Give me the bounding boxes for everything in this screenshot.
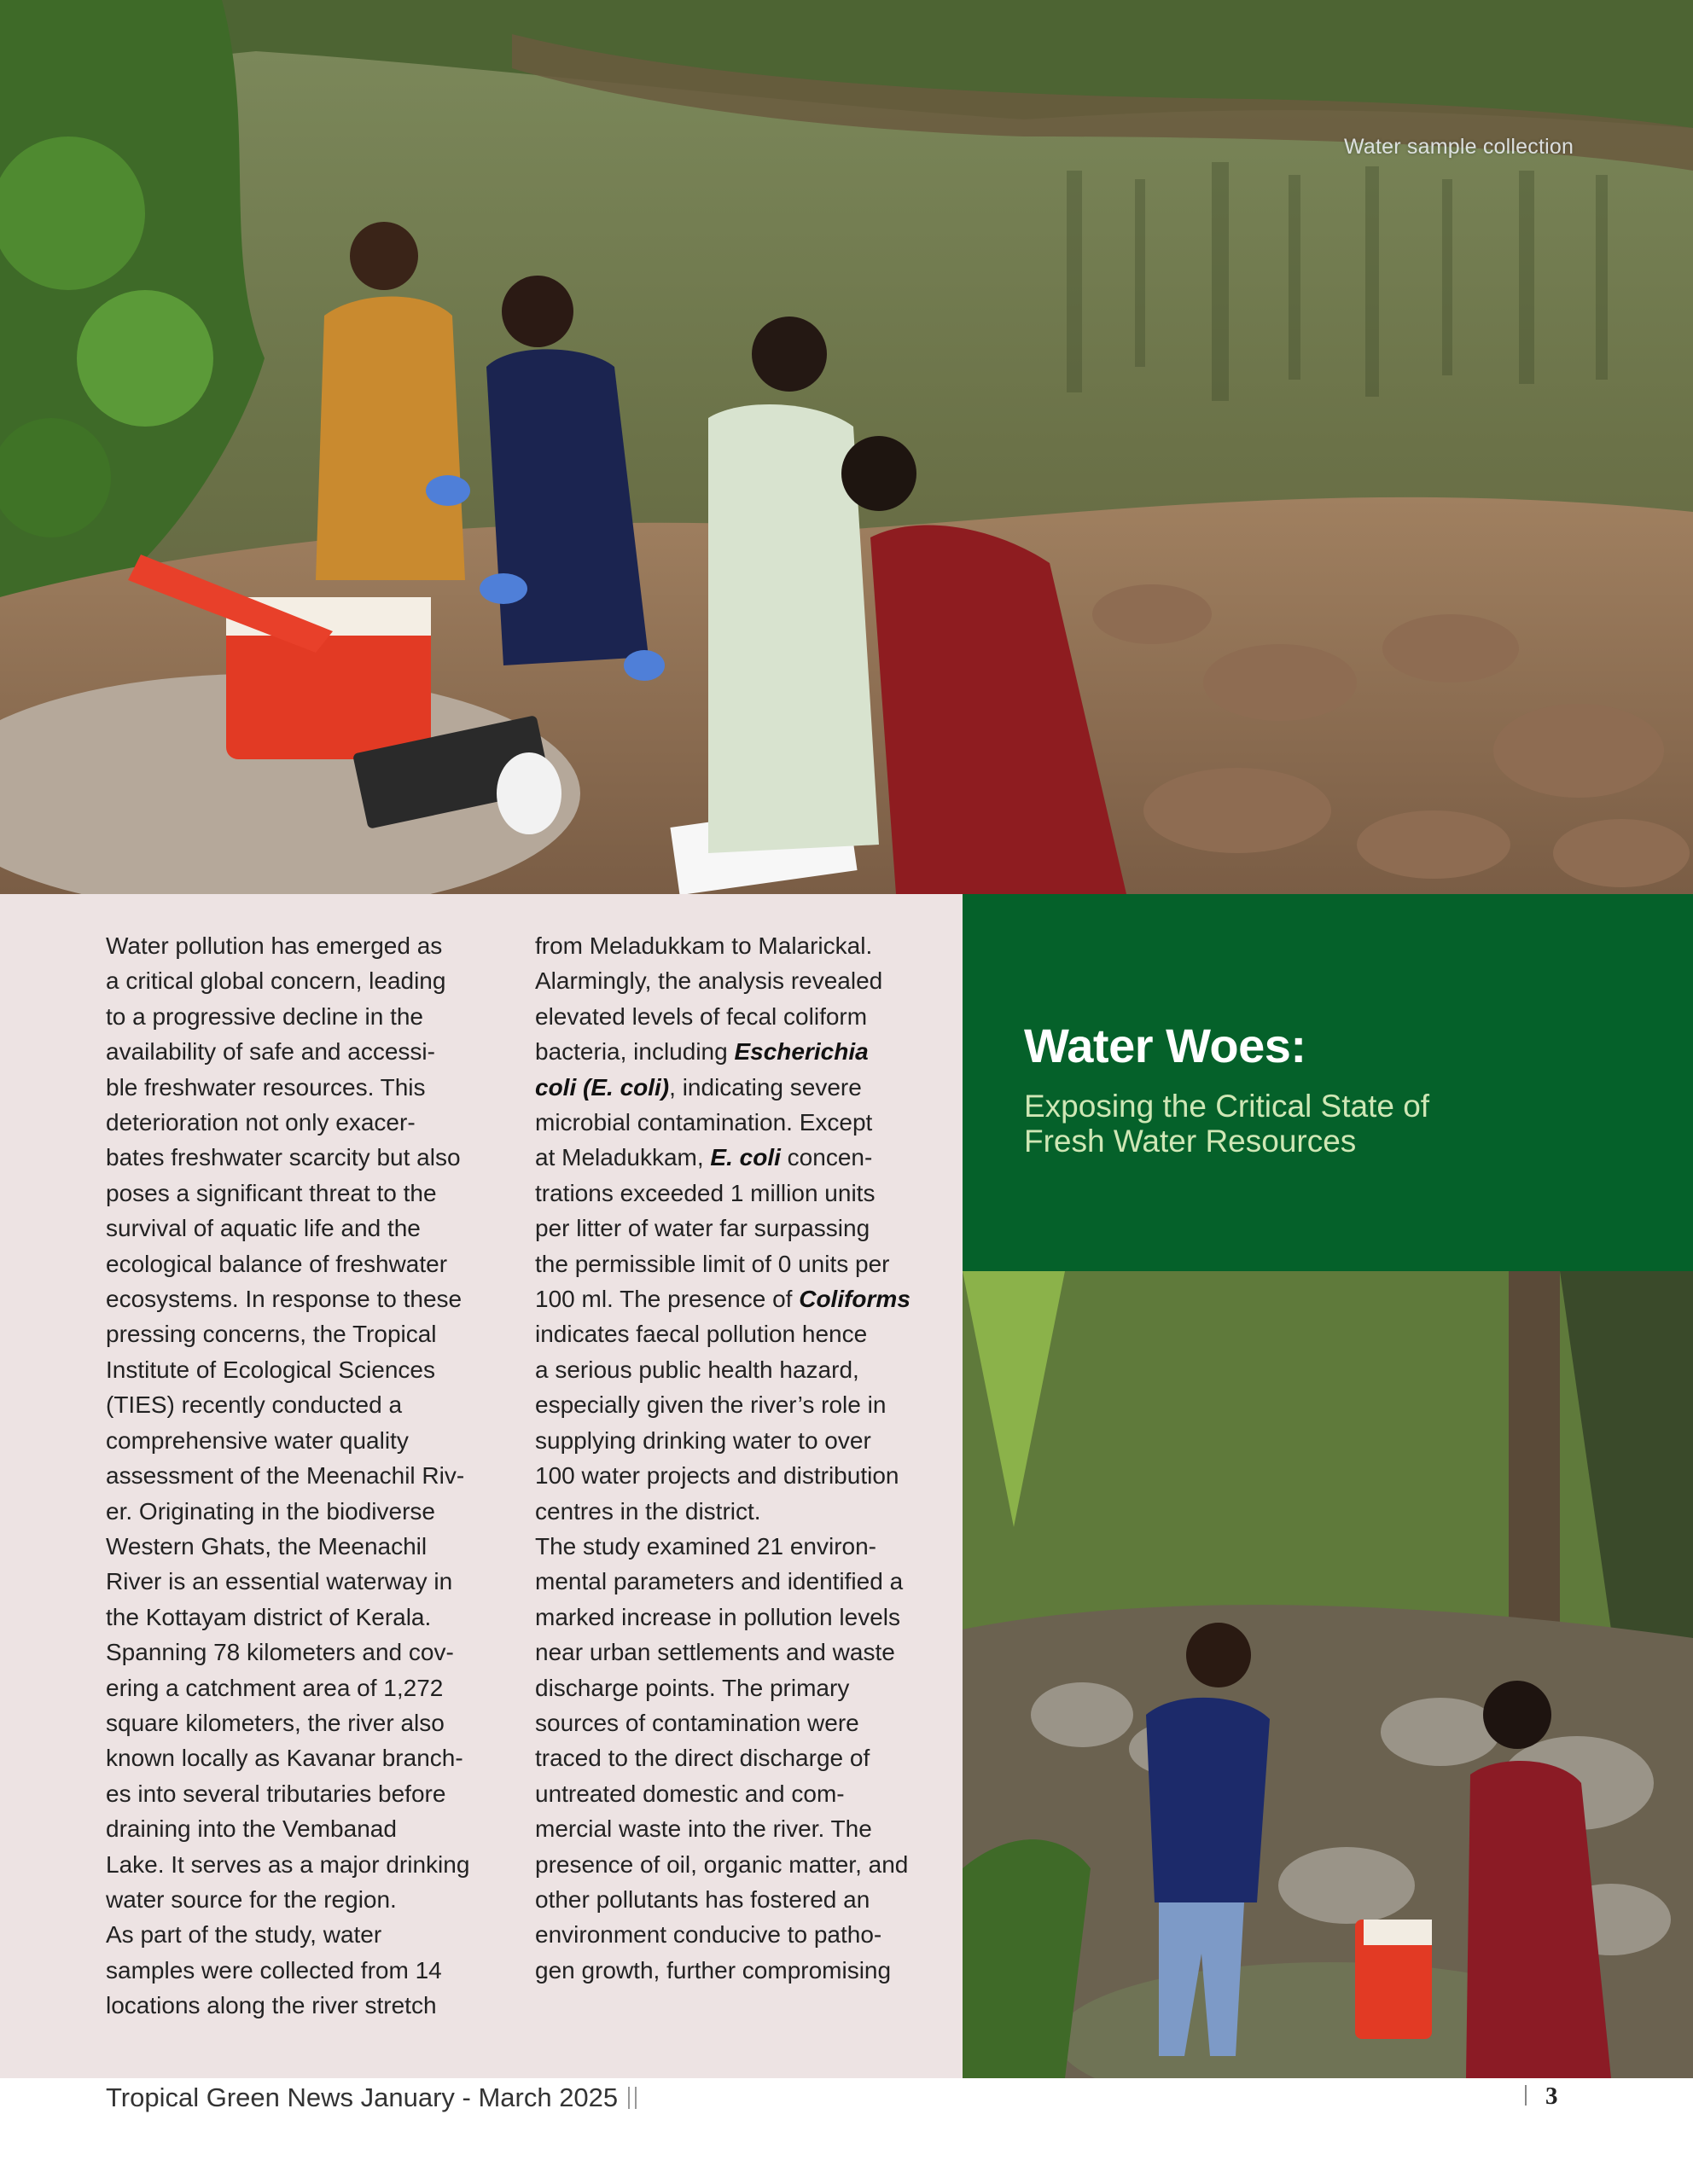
text-line: ble freshwater resources. This <box>106 1073 426 1101</box>
text-line: supplying drinking water to over <box>535 1426 871 1454</box>
footer-divider <box>628 2087 637 2109</box>
text-line: assessment of the Meenachil Riv- <box>106 1462 465 1490</box>
text-line: The study examined 21 environ- <box>535 1532 876 1560</box>
text-line <box>535 1281 929 1316</box>
text-line: locations along the river stretch <box>106 1992 437 2019</box>
species-name-emphasis: Coliforms <box>799 1286 910 1313</box>
text-line: sources of contamination were <box>535 1709 859 1736</box>
text-line: the permissible limit of 0 units per <box>535 1250 890 1277</box>
species-name-emphasis: Escherichia <box>734 1038 869 1066</box>
text-line: elevated levels of fecal coliform <box>535 1002 868 1030</box>
text-run: concen- <box>780 1144 873 1171</box>
text-line: Alarmingly, the analysis revealed <box>535 967 883 995</box>
text-line: trations exceeded 1 million units <box>535 1179 876 1206</box>
text-line: gen growth, further compromising <box>535 1956 892 1984</box>
article-title: Water Woes: <box>1024 1019 1306 1072</box>
text-line: a critical global concern, leading <box>106 967 446 995</box>
text-line: traced to the direct discharge of <box>535 1745 870 1772</box>
text-line: mental parameters and identified a <box>535 1568 904 1595</box>
stream-photo-illustration <box>963 1271 1693 2078</box>
text-line: a serious public health hazard, <box>535 1356 859 1383</box>
text-line: marked increase in pollution levels <box>535 1603 900 1630</box>
text-line: bates freshwater scarcity but also <box>106 1144 461 1171</box>
publication-name: Tropical Green News January - March 2025 <box>106 2082 619 2112</box>
text-line: Water pollution has emerged as <box>106 932 443 959</box>
article-column-1 <box>106 928 515 2024</box>
text-line: to a progressive decline in the <box>106 1002 423 1030</box>
species-name-emphasis: coli (E. coli) <box>535 1073 670 1101</box>
text-line: ecosystems. In response to these <box>106 1286 463 1313</box>
page-number: 3 <box>1545 2082 1558 2110</box>
text-line: known locally as Kavanar branch- <box>106 1745 463 1772</box>
text-line: mercial waste into the river. The <box>535 1815 872 1843</box>
text-line: er. Originating in the biodiverse <box>106 1497 435 1525</box>
text-line: near urban settlements and waste <box>535 1639 895 1666</box>
column-2-paragraph-1 <box>535 928 929 1529</box>
text-run: bacteria, including <box>535 1038 735 1066</box>
text-line: water source for the region. <box>106 1885 397 1913</box>
photo-caption: Water sample collection <box>1344 135 1574 159</box>
text-line: ecological balance of freshwater <box>106 1250 448 1277</box>
text-line: microbial contamination. Except <box>535 1109 873 1136</box>
text-line: survival of aquatic life and the <box>106 1215 421 1242</box>
column-2-paragraph-2 <box>535 1529 929 1988</box>
article-column-2 <box>535 928 929 1988</box>
text-line: indicates faecal pollution hence <box>535 1321 868 1348</box>
subtitle-line: Fresh Water Resources <box>1024 1124 1357 1159</box>
text-line: presence of oil, organic matter, and <box>535 1850 909 1878</box>
text-line: As part of the study, water <box>106 1921 382 1949</box>
stream-sampling-photo <box>963 1271 1693 2078</box>
hero-photo <box>0 0 1693 894</box>
text-line: pressing concerns, the Tropical <box>106 1321 437 1348</box>
text-line: comprehensive water quality <box>106 1426 409 1454</box>
footer-divider <box>1525 2085 1527 2106</box>
subtitle-line: Exposing the Critical State of <box>1024 1089 1430 1124</box>
text-line: the Kottayam district of Kerala. <box>106 1603 432 1630</box>
text-line: per litter of water far surpassing <box>535 1215 870 1242</box>
text-line: environment conducive to patho- <box>535 1921 882 1949</box>
article-subtitle <box>1024 1089 1553 1159</box>
text-line: from Meladukkam to Malarickal. <box>535 932 873 959</box>
text-line: Institute of Ecological Sciences <box>106 1356 435 1383</box>
text-line: untreated domestic and com- <box>535 1780 845 1807</box>
text-run: , indicating severe <box>669 1073 862 1101</box>
text-line: discharge points. The primary <box>535 1674 850 1701</box>
text-line: 100 water projects and distribution <box>535 1462 899 1490</box>
column-1-paragraph-1 <box>106 928 515 1917</box>
text-line: poses a significant threat to the <box>106 1179 437 1206</box>
text-line: Western Ghats, the Meenachil <box>106 1532 428 1560</box>
text-line: Lake. It serves as a major drinking <box>106 1850 470 1878</box>
text-line: centres in the district. <box>535 1497 761 1525</box>
text-run: 100 ml. The presence of <box>535 1286 800 1313</box>
text-line: draining into the Vembanad <box>106 1815 397 1843</box>
text-line: (TIES) recently conducted a <box>106 1391 403 1419</box>
text-line: River is an essential waterway in <box>106 1568 453 1595</box>
text-line: samples were collected from 14 <box>106 1956 442 1984</box>
text-line: other pollutants has fostered an <box>535 1885 870 1913</box>
text-line: ering a catchment area of 1,272 <box>106 1674 444 1701</box>
text-line: availability of safe and accessi- <box>106 1038 435 1066</box>
text-line: square kilometers, the river also <box>106 1709 445 1736</box>
text-line <box>535 1070 929 1105</box>
text-line <box>535 1034 929 1069</box>
text-line: deterioration not only exacer- <box>106 1109 416 1136</box>
text-run: at Meladukkam, <box>535 1144 711 1171</box>
text-line: es into several tributaries before <box>106 1780 446 1807</box>
column-1-paragraph-2 <box>106 1917 515 2023</box>
species-name-emphasis: E. coli <box>710 1144 781 1171</box>
title-box <box>963 894 1693 1271</box>
text-line: especially given the river’s role in <box>535 1391 887 1419</box>
text-line <box>535 1140 929 1175</box>
text-line: Spanning 78 kilometers and cov- <box>106 1639 454 1666</box>
